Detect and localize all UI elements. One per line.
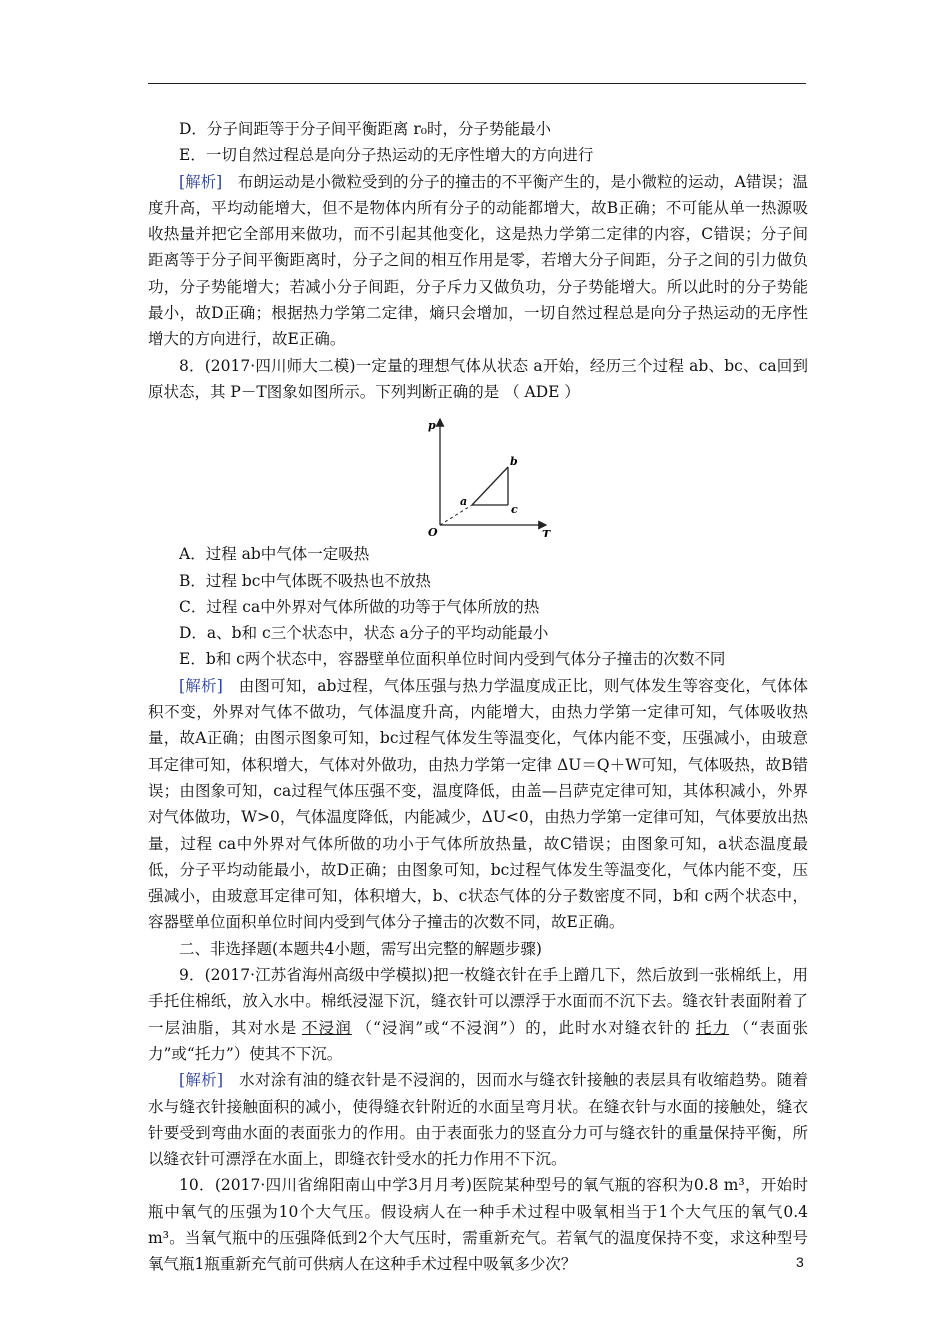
c-label: c xyxy=(511,503,518,517)
b-label: b xyxy=(510,455,518,469)
q9-blank-1: 不浸润 xyxy=(302,1018,352,1037)
q7-analysis xyxy=(148,169,808,353)
p-label: p xyxy=(428,419,436,433)
dashed-extension xyxy=(440,505,472,525)
q8-analysis-text: 由图可知，ab过程，气体压强与热力学温度成正比，则气体发生等容变化，气体体积不变，外界对气体不做功，气体温度升高，内能增大，由热力学第一定律可知，气体吸收热量，故A正确；由图示图象可知，bc过程气体发生等温变化，气体内能不变，压强减小，由玻意耳定律可知，体积增大，气体对外做功，由热力学第一定律 ΔU＝Q＋W可知，气体吸热，故B错误；由图象可知，ca过程气体压强不变，温度降低，由盖—吕萨克定律可知，其体积减小，外界对气体做功，W>0，气体温度降低，内能减少，ΔU<0，由热力学第一定律可知，气体要放出热量，过程 ca中外界对气体所做的功小于气体所放热量，故C错误；由图象可知，a状态温度最低，分子平均动能最小，故D正确；由图象可知，bc过程气体发生等温变化，气体内能不变，压强减小，由玻意耳定律可知，体积增大，b、c状态气体的分子数密度不同，b和 c两个状态中，容器壁单位面积单位时间内受到气体分子撞击的次数不同，故E正确。 xyxy=(148,676,808,932)
q9-stem xyxy=(148,962,808,1067)
header-rule xyxy=(148,83,806,84)
pt-graph xyxy=(416,407,566,537)
analysis-tag: [解析] xyxy=(179,676,223,695)
t-label: T xyxy=(542,528,551,538)
q9-text-c: （“表面张力”或“托力”）使其不下沉。 xyxy=(148,1018,808,1063)
o-label: O xyxy=(428,526,438,538)
q8-analysis xyxy=(148,673,808,936)
a-label: a xyxy=(460,495,468,509)
q9-text-a: 9．(2017·江苏省海州高级中学模拟)把一枚缝衣针在手上蹭几下，然后放到一张棉纸上，用手托住棉纸，放入水中。棉纸浸湿下沉，缝衣针可以漂浮于水面而不沉下去。缝衣针表面附着了一层油脂，其对水是 xyxy=(148,966,808,1037)
q7-option-e: E．一切自然过程总是向分子热运动的无序性增大的方向进行 xyxy=(179,146,594,165)
q9-analysis xyxy=(148,1067,808,1172)
q7-option-d: D．分子间距等于分子间平衡距离 r₀时，分子势能最小 xyxy=(179,120,551,138)
q9-analysis-text: 水对涂有油的缝衣针是不浸润的，因而水与缝衣针接触的表层具有收缩趋势。随着水与缝衣针接触面积的减小，使得缝衣针附近的水面呈弯月状。在缝衣针与水面的接触处，缝衣针要受到弯曲水面的表面张力的作用。由于表面张力的竖直分力可与缝衣针的重量保持平衡，所以缝衣针可漂浮在水面上，即缝衣针受水的托力作用不下沉。 xyxy=(148,1071,808,1169)
page-content xyxy=(148,116,808,1278)
q9-blank-2: 托力 xyxy=(695,1018,730,1037)
pt-diagram xyxy=(148,407,808,537)
segment-ab xyxy=(472,467,508,505)
section-heading: 二、非选择题(本题共4小题，需写出完整的解题步骤) xyxy=(179,939,542,958)
q8-stem: 8．(2017·四川师大二模)一定量的理想气体从状态 a开始，经历三个过程 ab、bc、ca回到原状态，其 P－T图象如图所示。下列判断正确的是 （ ADE ） xyxy=(148,356,808,401)
page-number: 3 xyxy=(796,1254,804,1270)
q8-option-c: C．过程 ca中外界对气体所做的功等于气体所放的热 xyxy=(179,597,540,616)
q9-text-b: （“浸润”或“不浸润”）的，此时水对缝衣针的 xyxy=(356,1018,692,1037)
q8-option-e: E．b和 c两个状态中，容器壁单位面积单位时间内受到气体分子撞击的次数不同 xyxy=(179,650,726,669)
q8-option-d: D．a、b和 c三个状态中，状态 a分子的平均动能最小 xyxy=(179,624,549,643)
q7-analysis-text: 布朗运动是小微粒受到的分子的撞击的不平衡产生的，是小微粒的运动，A错误；温度升高，平均动能增大，但不是物体内所有分子的动能都增大，故B正确；不可能从单一热源吸收热量并把它全部用来做功，而不引起其他变化，这是热力学第二定律的内容，C错误；分子间距离等于分子间平衡距离时，分子之间的相互作用是零，若增大分子间距，分子之间的引力做负功，分子势能增大；若减小分子间距，分子斥力又做负功，分子势能增大。所以此时的分子势能最小，故D正确；根据热力学第二定律，熵只会增加，一切自然过程总是向分子热运动的无序性增大的方向进行，故E正确。 xyxy=(148,172,808,349)
q8-option-b: B．过程 bc中气体既不吸热也不放热 xyxy=(179,571,431,590)
q10-stem: 10．(2017·四川省绵阳南山中学3月月考)医院某种型号的氧气瓶的容积为0.8 m³，开始时瓶中氧气的压强为10个大气压。假设病人在一种手术过程中吸氧相当于1个大气压的氧气0.4 m³。当氧气瓶中的压强降低到2个大气压时，需重新充气。若氧气的温度保持不变，求这种型号氧气瓶1瓶重新充气前可供病人在这种手术过程中吸氧多少次？ xyxy=(148,1176,808,1274)
q8-option-a: A．过程 ab中气体一定吸热 xyxy=(179,545,370,564)
analysis-tag: [解析] xyxy=(179,172,223,191)
analysis-tag: [解析] xyxy=(179,1071,224,1090)
